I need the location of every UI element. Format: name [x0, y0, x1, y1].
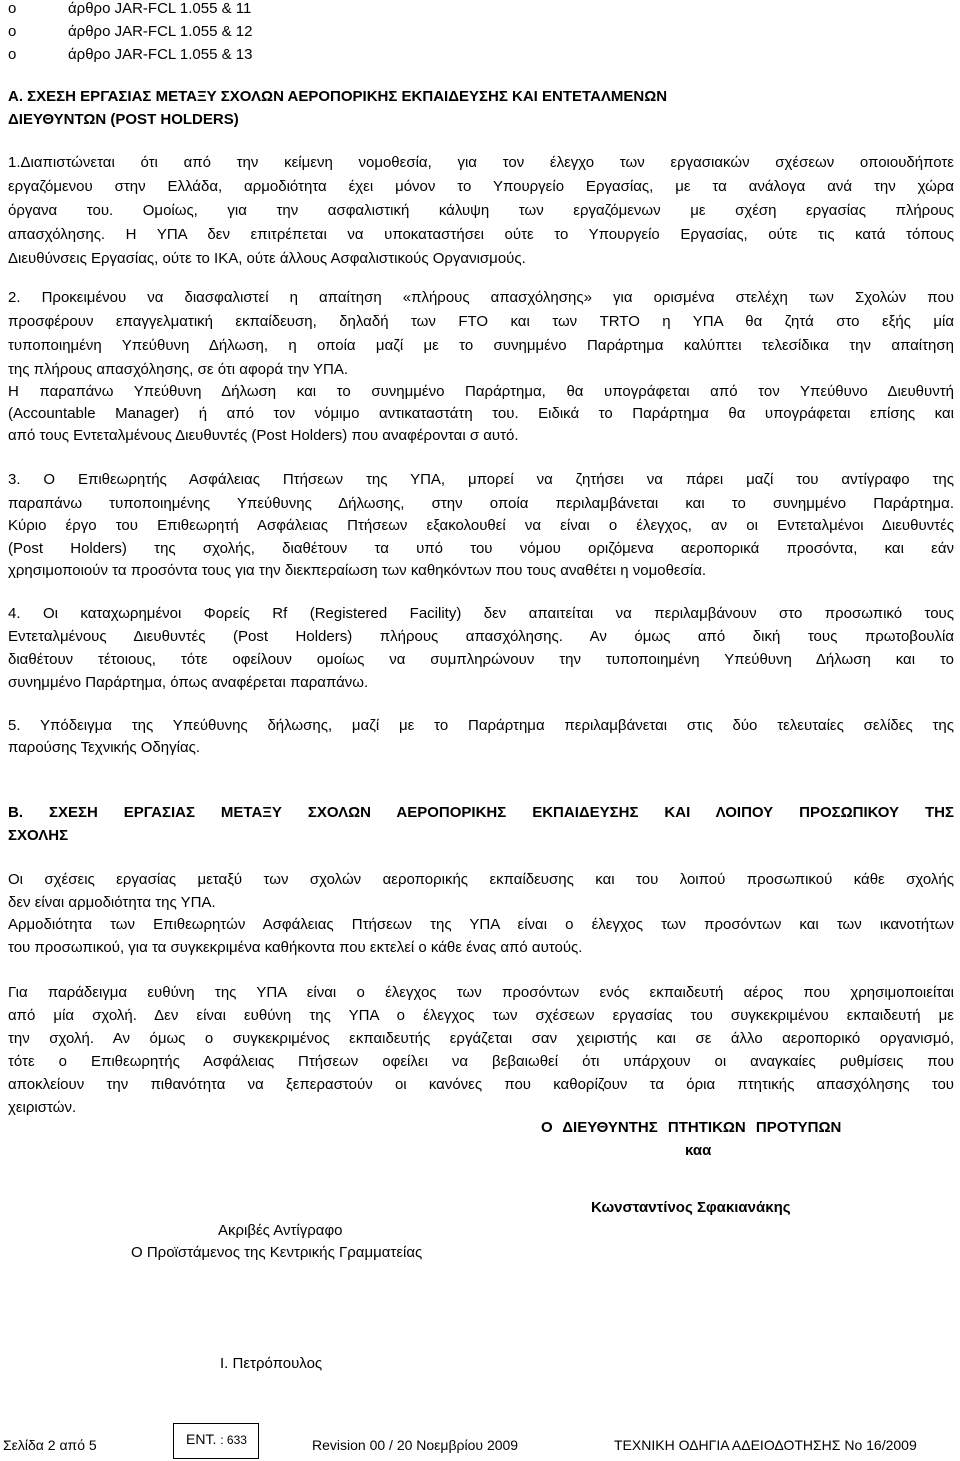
reference-item: άρθρο JAR-FCL 1.055 & 12: [68, 23, 253, 40]
director-name: Κωνσταντίνος Σφακιανάκης: [591, 1199, 791, 1216]
text-line: Η παραπάνω Υπεύθυνη Δήλωση και το συνημμένο Παράρτημα, θα υπογράφεται από τον Υπεύθυνο Διευθυντή: [8, 383, 954, 400]
copy-certification: Ακριβές Αντίγραφο: [218, 1222, 343, 1239]
text-line: Διευθύνσεις Εργασίας, ούτε το ΙΚΑ, ούτε άλλους Ασφαλιστικούς Οργανισμούς.: [8, 250, 526, 267]
copy-certifier-title: Ο Προϊστάμενος της Κεντρικής Γραμματείας: [131, 1244, 423, 1261]
text-line: παρούσης Τεχνικής Οδηγίας.: [8, 739, 201, 756]
text-line: Για παράδειγμα ευθύνη της ΥΠΑ είναι ο έλεγχος των προσόντων ενός εκπαιδευτή αέρος που χρησιμοποιείται: [8, 984, 954, 1001]
director-title: Ο ΔΙΕΥΘΥΝΤΗΣ ΠΤΗΤΙΚΩΝ ΠΡΟΤΥΠΩΝ: [541, 1119, 842, 1136]
heading-line: Α. ΣΧΕΣΗ ΕΡΓΑΣΙΑΣ ΜΕΤΑΞΥ ΣΧΟΛΩΝ ΑΕΡΟΠΟΡΙΚΗΣ ΕΚΠΑΙΔΕΥΣΗΣ ΚΑΙ ΕΝΤΕΤΑΛΜΕΝΩΝ: [8, 88, 668, 105]
text-line: δεν είναι αρμοδιότητα της ΥΠΑ.: [8, 894, 216, 911]
text-line: προσφέρουν επαγγελματική εκπαίδευση, δηλαδή των FTO και των TRTO η ΥΠΑ θα ζητά στο εξής μία: [8, 313, 954, 330]
bullet: o: [8, 0, 17, 17]
text-line: χρησιμοποιούν τα προσόντα τους για την διεκπεραίωση των καθηκόντων που τους αναθέτει η νομοθεσία.: [8, 562, 707, 579]
text-line: Κύριο έργο του Επιθεωρητή Ασφάλειας Πτήσεων εξακολουθεί να είναι ο έλεγχος, αν οι Εντεταλμένοι Διευθυντές: [8, 517, 954, 534]
page-number: Σελίδα 2 από 5: [3, 1437, 97, 1453]
bullet: o: [8, 23, 17, 40]
text-line: παραπάνω τυποποιημένης Υπεύθυνης Δήλωσης, στην οποία περιλαμβάνεται και το συνημμένο Παράρτημα.: [8, 495, 954, 512]
text-line: τυποποιημένη Υπεύθυνη Δήλωση, η οποία μαζί με το συνημμένο Παράρτημα καλύπτει τελεσίδικα την απαίτηση: [8, 337, 954, 354]
text-line: Εντεταλμένους Διευθυντές (Post Holders) πλήρους απασχόλησης. Αν όμως από δική τους πρωτοβουλία: [8, 628, 954, 645]
registry-label: ΕΝΤ.: [186, 1431, 217, 1447]
text-line: της πλήρους απασχόλησης, σε ότι αφορά την ΥΠΑ.: [8, 361, 349, 378]
text-line: Οι σχέσεις εργασίας μεταξύ των σχολών αεροπορικής εκπαίδευσης και του λοιπού προσωπικού κάθε σχολής: [8, 871, 954, 888]
text-line: από τους Εντεταλμένους Διευθυντές (Post Holders) που αναφέρονται σ αυτό.: [8, 427, 519, 444]
document-reference: ΤΕΧΝΙΚΗ ΟΔΗΓΙΑ ΑΔΕΙΟΔΟΤΗΣΗΣ No 16/2009: [614, 1437, 917, 1453]
text-line: 4. Οι καταχωρημένοι Φορείς Rf (Registered Facility) δεν απαιτείται να περιλαμβάνουν στο προσωπικό τους: [8, 605, 954, 622]
text-line: 3. Ο Επιθεωρητής Ασφάλειας Πτήσεων της ΥΠΑ, μπορεί να ζητήσει να πάρει μαζί του αντίγραφο της: [8, 471, 954, 488]
text-line: τότε ο Επιθεωρητής Ασφάλειας Πτήσεων οφείλει να βεβαιωθεί ότι υπάρχουν οι αναγκαίες ρυθμίσεις που: [8, 1053, 954, 1070]
text-line: Αρμοδιότητα των Επιθεωρητών Ασφάλειας Πτήσεων της ΥΠΑ είναι ο έλεγχος των προσόντων και των ικανοτήτων: [8, 916, 954, 933]
reference-item: άρθρο JAR-FCL 1.055 & 11: [68, 0, 252, 17]
heading-line: ΣΧΟΛΗΣ: [8, 827, 69, 844]
heading-line: Β. ΣΧΕΣΗ ΕΡΓΑΣΙΑΣ ΜΕΤΑΞΥ ΣΧΟΛΩΝ ΑΕΡΟΠΟΡΙΚΗΣ ΕΚΠΑΙΔΕΥΣΗΣ ΚΑΙ ΛΟΙΠΟΥ ΠΡΟΣΩΠΙΚΟΥ ΤΗΣ: [8, 804, 954, 821]
clerk-name: Ι. Πετρόπουλος: [220, 1355, 323, 1372]
text-line: διαθέτουν τέτοιους, τότε οφείλουν ομοίως να συμπληρώνουν την τυποποιημένη Υπεύθυνη Δήλωση και το: [8, 651, 954, 668]
text-line: όργανα του. Ομοίως, για την ασφαλιστική κάλυψη των εργαζόμενων με σχέση εργασίας πλήρους: [8, 202, 954, 219]
text-line: από μία σχολή. Δεν είναι ευθύνη της ΥΠΑ ο έλεγχος των σχέσεων εργασίας του συγκεκριμένου εκπαιδευτή με: [8, 1007, 954, 1024]
text-line: εργαζόμενου στην Ελλάδα, αρμοδιότητα έχει μόνον το Υπουργείο Εργασίας, με τα ανάλογα ανά την χώρα: [8, 178, 954, 195]
text-line: (Post Holders) της σχολής, διαθέτουν τα υπό του νόμου οριζόμενα αεροπορικά προσόντα, και εάν: [8, 540, 954, 557]
text-line: την σχολή. Αν όμως ο συγκεκριμένος εκπαιδευτής εργάζεται σαν χειριστής και σε άλλο αεροπορικό οργανισμό,: [8, 1030, 954, 1047]
text-line: του προσωπικού, για τα συγκεκριμένα καθήκοντα που εκτελεί ο κάθε ένας από αυτούς.: [8, 939, 583, 956]
text-line: 2. Προκειμένου να διασφαλιστεί η απαίτηση «πλήρους απασχόλησης» για ορισμένα στελέχη των Σχολών που: [8, 289, 954, 306]
text-line: αποκλείουν την πιθανότητα να ξεπεραστούν οι κανόνες που καθορίζουν τα όρια πτητικής απασχόλησης του: [8, 1076, 954, 1093]
director-abbrev: καα: [685, 1142, 712, 1159]
text-line: απασχόλησης. Η ΥΠΑ δεν επιτρέπεται να υποκαταστήσει ούτε το Υπουργείο Εργασίας, ούτε τις κατά τόπους: [8, 226, 954, 243]
reference-item: άρθρο JAR-FCL 1.055 & 13: [68, 46, 253, 63]
heading-line: ΔΙΕΥΘΥΝΤΩΝ (POST HOLDERS): [8, 111, 239, 128]
text-line: 1.Διαπιστώνεται ότι από την κείμενη νομοθεσία, για τον έλεγχο των εργασιακών σχέσεων οποιουδήποτε: [8, 154, 954, 171]
bullet: o: [8, 46, 17, 63]
text-line: (Accountable Manager) ή από τον νόμιμο αντικαταστάτη του. Ειδικά το Παράρτημα θα υπογράφεται επίσης και: [8, 405, 954, 422]
text-line: χειριστών.: [8, 1099, 77, 1116]
registry-value: : 633: [220, 1433, 247, 1447]
text-line: 5. Υπόδειγμα της Υπεύθυνης δήλωσης, μαζί με το Παράρτημα περιλαμβάνεται στις δύο τελευταίες σελίδες της: [8, 717, 954, 734]
revision-info: Revision 00 / 20 Νοεμβρίου 2009: [312, 1437, 519, 1453]
registry-number: [186, 1428, 247, 1451]
text-line: συνημμένο Παράρτημα, όπως αναφέρεται παραπάνω.: [8, 674, 369, 691]
